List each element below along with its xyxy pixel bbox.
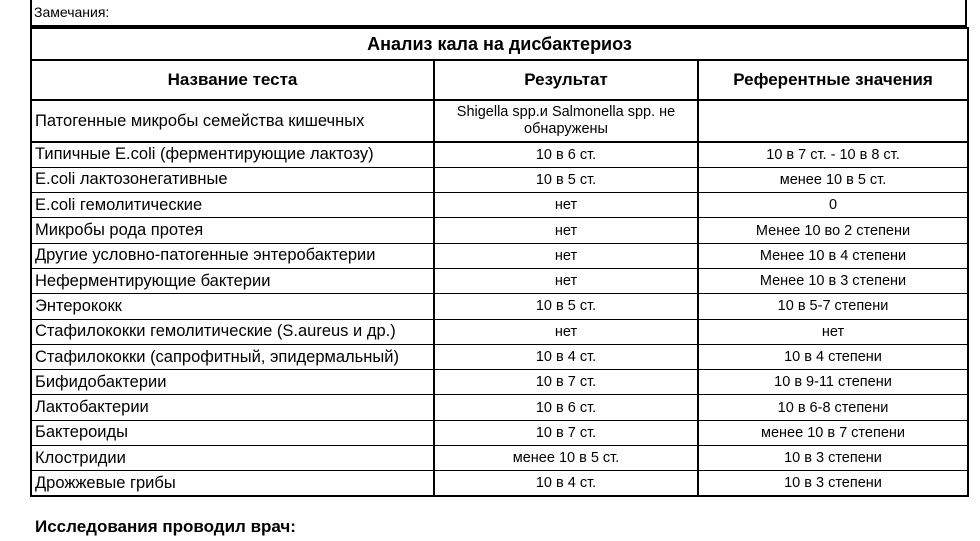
table-row: [31, 218, 968, 243]
table-row: [31, 471, 968, 496]
result-cell: нет: [434, 319, 698, 344]
test-name-cell: Бактероиды: [31, 420, 434, 445]
result-cell: нет: [434, 193, 698, 218]
result-cell: менее 10 в 5 ст.: [434, 446, 698, 471]
reference-cell: Менее 10 в 4 степени: [698, 243, 968, 268]
result-cell: 10 в 7 ст.: [434, 420, 698, 445]
table-row: [31, 446, 968, 471]
table-row: [31, 420, 968, 445]
result-cell: 10 в 4 ст.: [434, 344, 698, 369]
reference-cell: 0: [698, 193, 968, 218]
result-cell: 10 в 7 ст.: [434, 370, 698, 395]
pathogen-name: Патогенные микробы семейства кишечных: [31, 100, 434, 142]
header-result: Результат: [434, 60, 698, 100]
table-row: [31, 268, 968, 293]
test-name-cell: Клостридии: [31, 446, 434, 471]
remarks-label: Замечания:: [34, 4, 110, 20]
reference-cell: 10 в 5-7 степени: [698, 294, 968, 319]
table-row: [31, 243, 968, 268]
reference-cell: 10 в 7 ст. - 10 в 8 ст.: [698, 142, 968, 167]
reference-cell: 10 в 4 степени: [698, 344, 968, 369]
test-name-cell: Стафилококки гемолитические (S.aureus и др.): [31, 319, 434, 344]
reference-cell: 10 в 9-11 степени: [698, 370, 968, 395]
reference-cell: нет: [698, 319, 968, 344]
table-row: [31, 395, 968, 420]
table-title: Анализ кала на дисбактериоз: [31, 28, 968, 60]
test-name-cell: Энтерококк: [31, 294, 434, 319]
result-cell: 10 в 6 ст.: [434, 142, 698, 167]
table-title-row: [31, 28, 968, 60]
table-row-pathogen: [31, 100, 968, 142]
test-name-cell: E.coli гемолитические: [31, 193, 434, 218]
result-cell: 10 в 5 ст.: [434, 294, 698, 319]
analysis-table: [30, 27, 969, 497]
result-cell: 10 в 6 ст.: [434, 395, 698, 420]
test-name-cell: Бифидобактерии: [31, 370, 434, 395]
table-row: [31, 344, 968, 369]
reference-cell: 10 в 3 степени: [698, 446, 968, 471]
result-cell: 10 в 5 ст.: [434, 167, 698, 192]
table-row: [31, 294, 968, 319]
reference-cell: менее 10 в 5 ст.: [698, 167, 968, 192]
data-rows: [31, 142, 968, 496]
result-cell: нет: [434, 218, 698, 243]
reference-cell: Менее 10 в 3 степени: [698, 268, 968, 293]
result-cell: 10 в 4 ст.: [434, 471, 698, 496]
test-name-cell: Микробы рода протея: [31, 218, 434, 243]
reference-cell: 10 в 3 степени: [698, 471, 968, 496]
remarks-row: [30, 0, 967, 27]
table-header-row: [31, 60, 968, 100]
test-name-cell: Лактобактерии: [31, 395, 434, 420]
test-name-cell: Другие условно-патогенные энтеробактерии: [31, 243, 434, 268]
test-name-cell: E.coli лактозонегативные: [31, 167, 434, 192]
header-test-name: Название теста: [31, 60, 434, 100]
reference-cell: менее 10 в 7 степени: [698, 420, 968, 445]
doctor-label: Исследования проводил врач:: [35, 517, 296, 536]
table-row: [31, 142, 968, 167]
test-name-cell: Стафилококки (сапрофитный, эпидермальный): [31, 344, 434, 369]
test-name-cell: Типичные E.coli (ферментирующие лактозу): [31, 142, 434, 167]
reference-cell: Менее 10 во 2 степени: [698, 218, 968, 243]
pathogen-result: Shigella spp.и Salmonella spp. не обнаружены: [434, 100, 698, 142]
table-row: [31, 167, 968, 192]
reference-cell: 10 в 6-8 степени: [698, 395, 968, 420]
table-row: [31, 370, 968, 395]
table-row: [31, 193, 968, 218]
table-row: [31, 319, 968, 344]
test-name-cell: Неферментирующие бактерии: [31, 268, 434, 293]
header-reference: Референтные значения: [698, 60, 968, 100]
result-cell: нет: [434, 243, 698, 268]
pathogen-reference: [698, 100, 968, 142]
test-name-cell: Дрожжевые грибы: [31, 471, 434, 496]
result-cell: нет: [434, 268, 698, 293]
